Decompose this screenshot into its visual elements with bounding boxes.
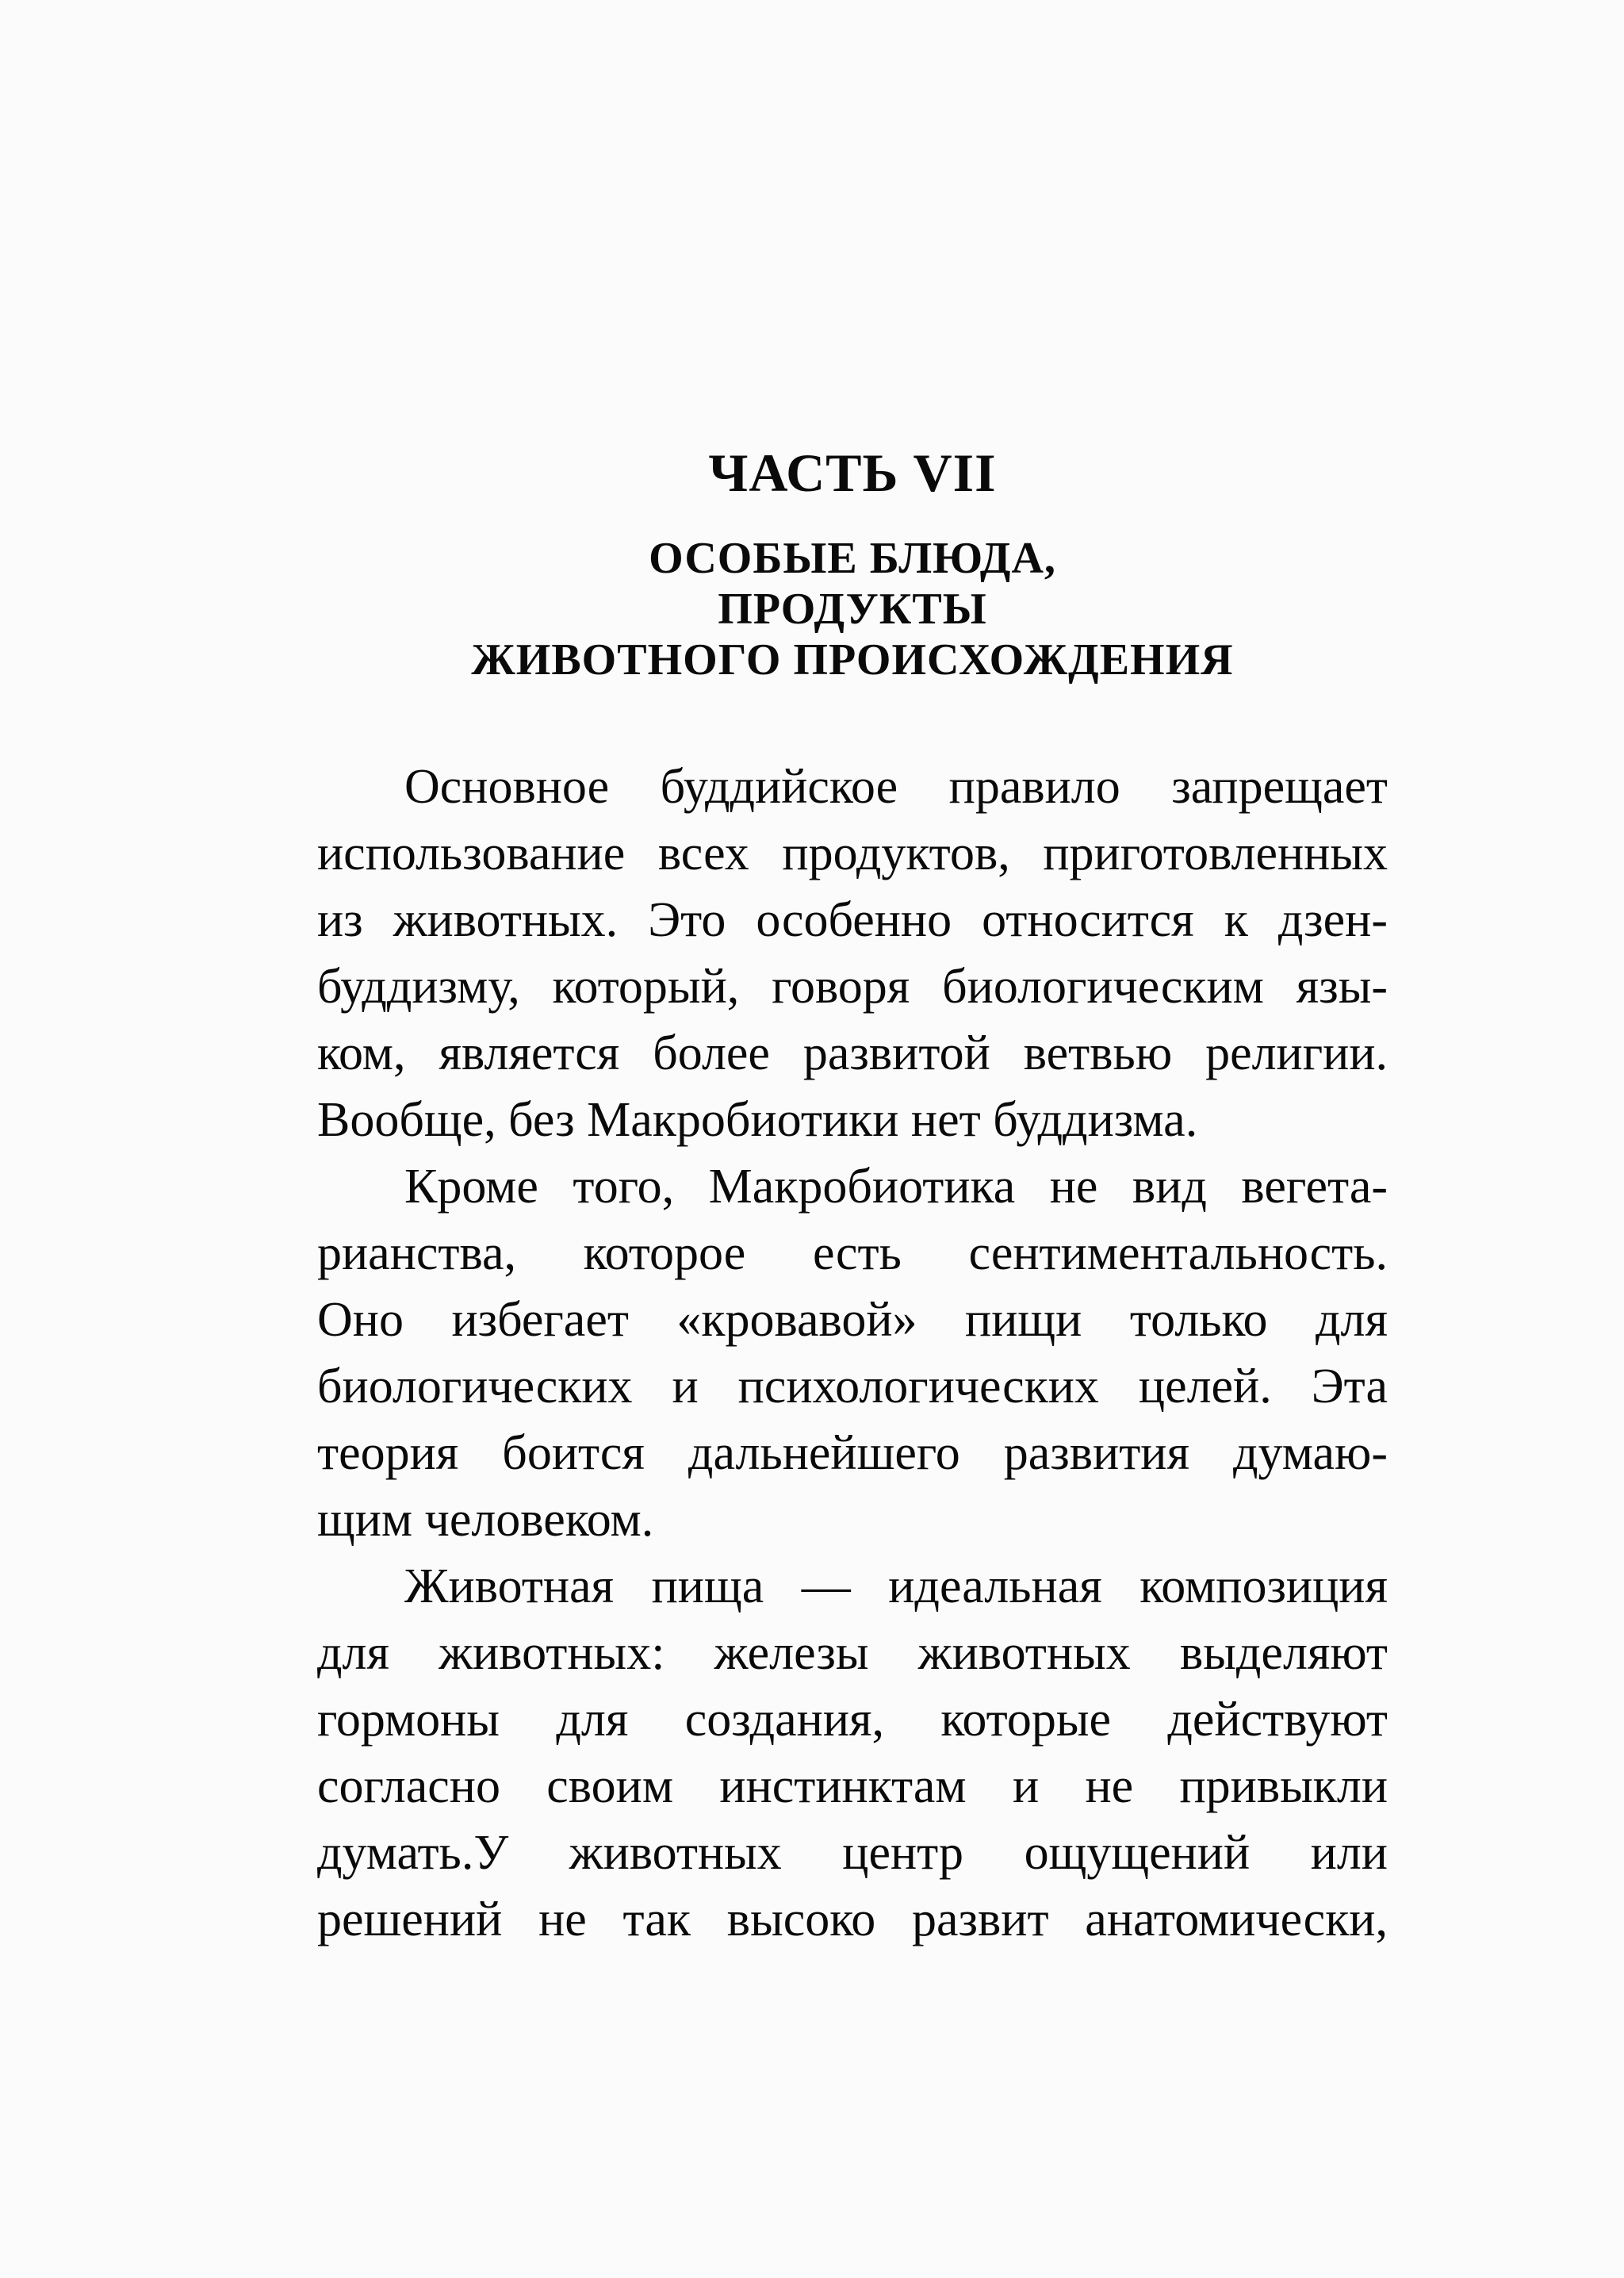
text-line: Вообще, без Макробиотики нет буддизма. xyxy=(317,1093,1198,1147)
text-line: Животная пища — идеальная композиция xyxy=(404,1559,1388,1613)
paragraph xyxy=(317,754,1388,1153)
text-line: Кроме того, Макробиотика не вид вегета- xyxy=(404,1160,1388,1214)
text-line: Оно избегает «кровавой» пищи только для xyxy=(317,1293,1388,1347)
paragraph xyxy=(317,1553,1388,1953)
text-line: гормоны для создания, которые действуют xyxy=(317,1693,1388,1747)
text-line: из животных. Это особенно относится к дзен- xyxy=(317,893,1388,947)
text-line: теория боится дальнейшего развития думаю- xyxy=(317,1426,1388,1480)
text-line: для животных: железы животных выделяют xyxy=(317,1626,1388,1680)
text-line: думать.У животных центр ощущений или xyxy=(317,1826,1388,1880)
text-line: буддизму, который, говоря биологическим язы- xyxy=(317,960,1388,1014)
paragraph xyxy=(317,1153,1388,1553)
chapter-subtitle xyxy=(0,533,1624,685)
text-line: Основное буддийское правило запрещает xyxy=(404,760,1388,814)
text-line: решений не так высоко развит анатомически, xyxy=(317,1893,1388,1946)
text-line: ком, является более развитой ветвью религии. xyxy=(317,1026,1388,1080)
body-text xyxy=(317,754,1388,1953)
subtitle-line: ЖИВОТНОГО ПРОИСХОЖДЕНИЯ xyxy=(471,635,1234,685)
part-title: ЧАСТЬ VII xyxy=(708,443,997,503)
text-line: щим человеком. xyxy=(317,1493,654,1547)
subtitle-line: ПРОДУКТЫ xyxy=(718,585,987,634)
text-line: использование всех продуктов, приготовленных xyxy=(317,826,1388,880)
subtitle-line: ОСОБЫЕ БЛЮДА, xyxy=(649,534,1056,583)
text-line: рианства, которое есть сентиментальность. xyxy=(317,1226,1388,1280)
text-line: биологических и психологических целей. Эта xyxy=(317,1360,1388,1413)
text-line: согласно своим инстинктам и не привыкли xyxy=(317,1759,1388,1813)
